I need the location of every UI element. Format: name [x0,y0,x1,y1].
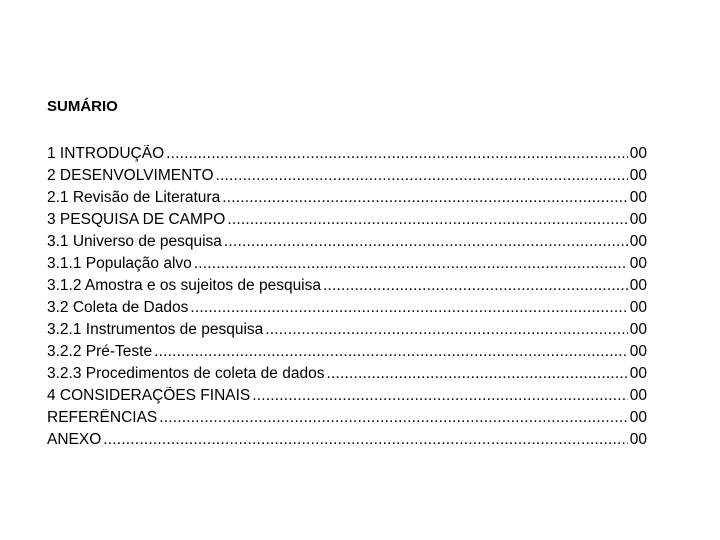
toc-entry [47,387,647,409]
toc-entry-page: 00 [629,365,647,382]
table-of-contents [47,145,647,453]
toc-dot-leader [216,167,628,185]
toc-entry-page: 00 [629,189,647,206]
toc-entry-label: 3.1 Universo de pesquisa [47,233,222,250]
toc-entry-page: 00 [629,211,647,228]
toc-entry-page: 00 [629,167,647,184]
toc-entry-label: 3.1.2 Amostra e os sujeitos de pesquisa [47,277,321,294]
toc-entry [47,299,647,321]
toc-entry [47,145,647,167]
toc-entry-page: 00 [629,233,647,250]
toc-entry [47,277,647,299]
toc-entry-page: 00 [629,431,647,448]
toc-entry [47,431,647,453]
toc-entry [47,321,647,343]
toc-entry [47,211,647,233]
toc-entry-label: 3.2.3 Procedimentos de coleta de dados [47,365,325,382]
toc-entry-page: 00 [629,343,647,360]
toc-entry-label: REFERÊNCIAS [47,409,158,426]
toc-entry-label: ANEXO [47,431,102,448]
toc-entry-page: 00 [629,255,647,272]
toc-entry-label: 3.2.2 Pré-Teste [47,343,153,360]
toc-entry-page: 00 [629,321,647,338]
toc-entry-label: 3.2.1 Instrumentos de pesquisa [47,321,264,338]
toc-dot-leader [224,233,628,251]
toc-dot-leader [190,299,627,317]
toc-dot-leader [265,321,627,339]
toc-entry-label: 3 PESQUISA DE CAMPO [47,211,226,228]
toc-dot-leader [222,189,628,207]
toc-dot-leader [194,255,628,273]
toc-entry-page: 00 [629,387,647,404]
toc-entry [47,343,647,365]
toc-entry-page: 00 [629,277,647,294]
toc-entry-label: 4 CONSIDERAÇÕES FINAIS [47,387,251,404]
toc-entry-label: 2.1 Revisão de Literatura [47,189,221,206]
toc-dot-leader [166,145,628,163]
toc-dot-leader [326,365,627,383]
toc-heading: SUMÁRIO [47,98,118,115]
toc-entry [47,365,647,387]
toc-entry [47,409,647,431]
toc-dot-leader [323,277,628,295]
toc-entry [47,255,647,277]
toc-entry [47,167,647,189]
toc-entry-page: 00 [629,299,647,316]
toc-entry-label: 3.2 Coleta de Dados [47,299,189,316]
toc-entry [47,189,647,211]
toc-dot-leader [252,387,627,405]
toc-entry-label: 3.1.1 População alvo [47,255,192,272]
toc-entry-label: 1 INTRODUÇÃO [47,145,165,162]
toc-entry-page: 00 [629,145,647,162]
toc-dot-leader [159,409,628,427]
toc-dot-leader [103,431,627,449]
toc-dot-leader [227,211,627,229]
toc-entry-label: 2 DESENVOLVIMENTO [47,167,214,184]
toc-entry-page: 00 [629,409,647,426]
toc-entry [47,233,647,255]
toc-dot-leader [154,343,628,361]
